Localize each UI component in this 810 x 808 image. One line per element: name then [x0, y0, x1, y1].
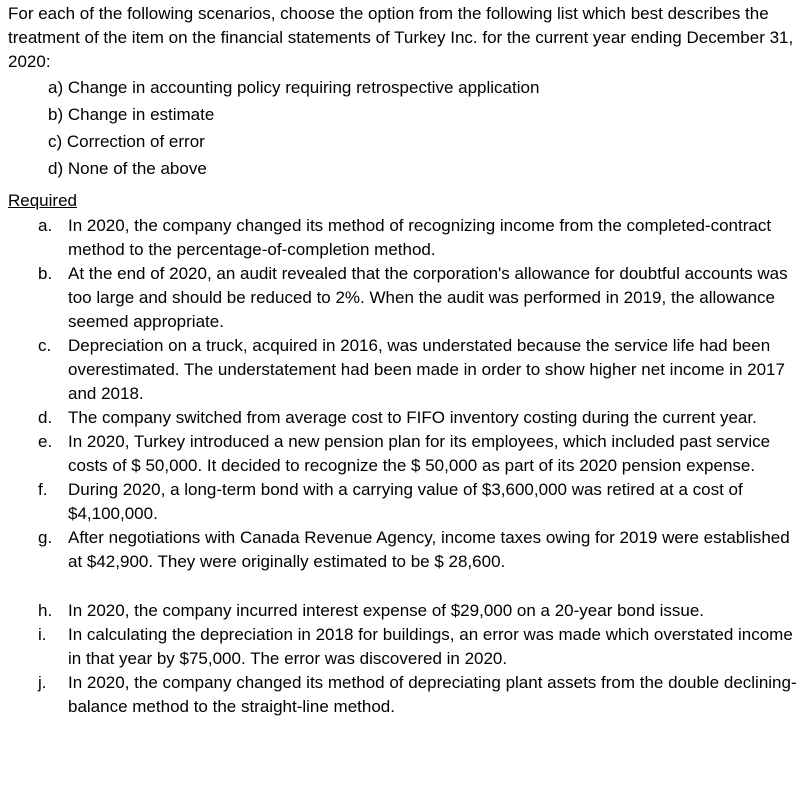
scenario-item-c: [38, 334, 798, 406]
option-item-a: a) Change in accounting policy requiring retrospective application: [48, 78, 540, 97]
scenario-letter: d.: [38, 408, 53, 427]
scenario-letter: j.: [38, 673, 47, 692]
scenario-text: In 2020, the company changed its method of recognizing income from the completed-contract method to the percentage-of-completion method.: [68, 216, 772, 259]
scenario-text: During 2020, a long-term bond with a carrying value of $3,600,000 was retired at a cost of $4,100,000.: [68, 480, 743, 523]
scenario-item-e: [38, 430, 798, 478]
scenario-item-a: [38, 214, 798, 262]
scenario-item-j: [38, 671, 798, 719]
scenario-text: At the end of 2020, an audit revealed that the corporation's allowance for doubtful accounts was too large and should be reduced to 2%. When the audit was performed in 2019, the allowance seemed appropriate.: [68, 264, 788, 331]
scenario-item-g: [38, 526, 798, 574]
scenario-letter: i.: [38, 625, 47, 644]
scenario-letter: g.: [38, 528, 53, 547]
scenario-letter: h.: [38, 601, 53, 620]
option-list: [8, 76, 810, 181]
option-item-c: c) Correction of error: [48, 132, 205, 151]
scenario-text: After negotiations with Canada Revenue Agency, income taxes owing for 2019 were established at $42,900. They were originally estimated to be $ 28,600.: [68, 528, 790, 571]
scenario-text: Depreciation on a truck, acquired in 2016, was understated because the service life had been overestimated. The understatement had been made in order to show higher net income in 2017 and 2018.: [68, 336, 785, 403]
scenario-letter: a.: [38, 216, 53, 235]
scenario-text: In calculating the depreciation in 2018 for buildings, an error was made which overstated income in that year by $75,000. The error was discovered in 2020.: [68, 625, 793, 668]
scenario-letter: f.: [38, 480, 48, 499]
scenario-letter: c.: [38, 336, 52, 355]
scenario-text: In 2020, Turkey introduced a new pension plan for its employees, which included past service costs of $ 50,000. It decided to recognize the $ 50,000 as part of its 2020 pension expense.: [68, 432, 771, 475]
scenario-item-b: [38, 262, 798, 334]
scenario-item-f: [38, 478, 798, 526]
scenario-item-i: [38, 623, 798, 671]
option-item-d: d) None of the above: [48, 159, 207, 178]
scenario-item-d: [38, 406, 798, 430]
scenario-item-h: [38, 599, 798, 623]
blank-line: [38, 574, 798, 599]
scenario-list: [8, 214, 798, 719]
scenario-text: In 2020, the company changed its method of depreciating plant assets from the double declining-balance method to the straight-line method.: [68, 673, 797, 716]
scenario-text: In 2020, the company incurred interest expense of $29,000 on a 20-year bond issue.: [68, 601, 705, 620]
required-heading: Required: [8, 191, 77, 210]
intro-paragraph: For each of the following scenarios, choose the option from the following list which best describes the treatment of the item on the financial statements of Turkey Inc. for the current year ending December 31, 2020:: [8, 4, 794, 71]
option-item-b: b) Change in estimate: [48, 105, 215, 124]
scenario-letter: b.: [38, 264, 53, 283]
scenario-letter: e.: [38, 432, 53, 451]
scenario-text: The company switched from average cost to FIFO inventory costing during the current year.: [68, 408, 757, 427]
